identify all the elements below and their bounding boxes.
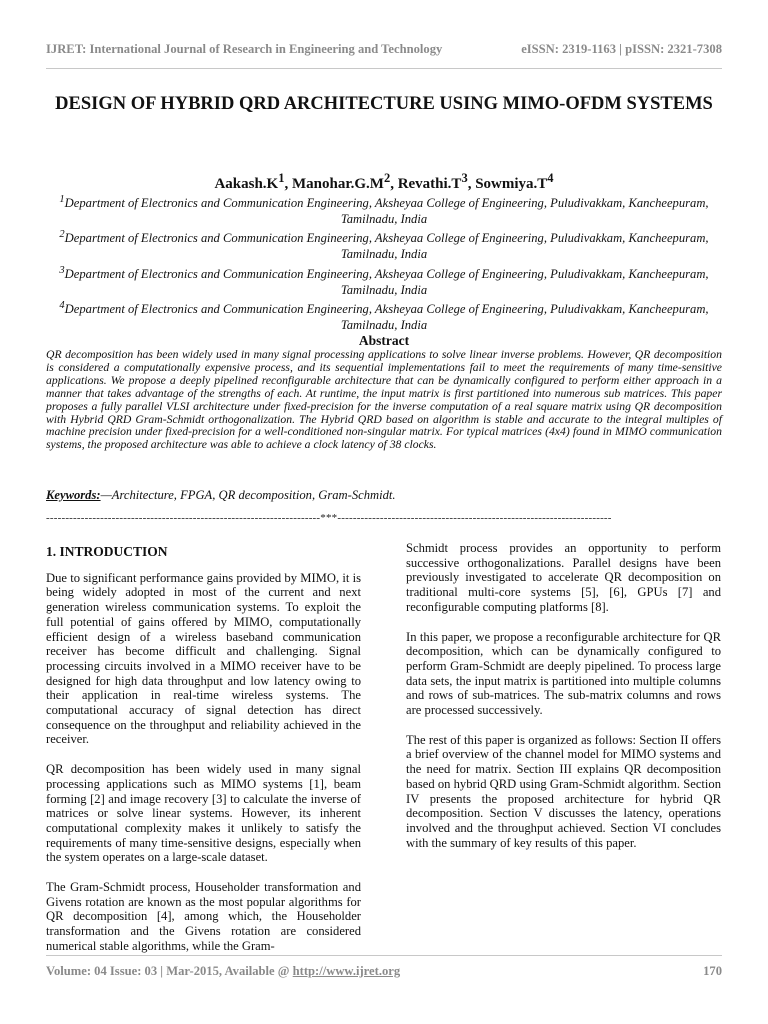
journal-name: IJRET: International Journal of Research in Engineering and Technology (46, 42, 443, 56)
author-sup: 4 (547, 171, 554, 185)
footer-volume-text: Volume: 04 Issue: 03 | Mar-2015, Available @ (46, 964, 293, 978)
affiliation-sup: 2 (59, 229, 65, 241)
affiliation-sup: 1 (59, 194, 65, 205)
affiliation (46, 263, 722, 298)
abstract-text: QR decomposition has been widely used in many signal processing applications to solve linear inverse problems. However, QR decomposition is considered a computationally expensive process, and its sequential implementations fail to meet the requirements of many time-sensitive applications. We propose a deeply pipelined reconfigurable architecture that can be dynamically configured to perform either approach in a manner that takes advantage of the strengths of each. At runtime, the input matrix is first partitioned into numerous sub matrices. This paper proposes a fully parallel VLSI architecture under fixed-precision for the inverse computation of a real square matrix using QR decomposition with Hybrid QRD Gram-Schmidt orthogonalization. The Hybrid QRD based on algorithm is stable and accurate to the integral multiples of machine precision under fixed-precision for a well-conditioned non-singular matrix. For typical matrices (4x4) found in MIMO communication systems, the proposed architecture was able to achieve a clock latency of 38 clocks. (46, 348, 722, 452)
author-sup: 1 (278, 171, 285, 185)
body-paragraph: In this paper, we propose a reconfigurable architecture for QR decomposition, which can be dynamically configured to perform Gram-Schmidt are deeply pipelined. To process large data sets, the input matrix is partitioned into multiple columns and rows of sub-matrices. The sub-matrix columns and rows are processed successively. (406, 629, 721, 718)
footer-volume (46, 964, 400, 979)
affiliation-text: Department of Electronics and Communication Engineering, Aksheyaa College of Engineering, Puludivakkam, Kancheepuram, Tamilnadu, India (64, 231, 709, 262)
body-paragraph: Schmidt process provides an opportunity to perform successive orthogonalizations. Parallel designs have been previously investigated to accelerate QR decomposition on traditional multi-core systems [5], [6], GPUs [7] and reconfigurable computing platforms [8]. (406, 541, 721, 614)
author-sup: 2 (383, 171, 391, 185)
affiliation (46, 298, 722, 333)
affiliation (46, 192, 722, 227)
keywords-label: Keywords: (46, 488, 101, 502)
body-paragraph: The rest of this paper is organized as follows: Section II offers a brief overview of the channel model for MIMO systems and the need for matrix. Section III explains QR decomposition based on hybrid QRD using Gram-Schmidt algorithm. Section IV presents the proposed architecture for hybrid QR decomposition. Section V discusses the latency, operations involved and the throughput achieved. Section VI concludes with the summary of key results of this paper. (406, 732, 721, 850)
abstract-heading: Abstract (358, 333, 410, 348)
journal-link[interactable]: http://www.ijret.org (292, 964, 401, 978)
author-name: Revathi.T (397, 176, 462, 192)
keywords (46, 488, 722, 503)
affiliation-text: Department of Electronics and Communication Engineering, Aksheyaa College of Engineering, Puludivakkam, Kancheepuram, Tamilnadu, India (64, 266, 709, 297)
affiliation-sup: 4 (59, 300, 65, 312)
author-name: Aakash.K (214, 176, 279, 192)
affiliation-list (46, 192, 722, 334)
section-separator: -----------------------------------------------------------------------***----------------------------------------------------------------------- (46, 512, 612, 524)
body-paragraph: The Gram-Schmidt process, Householder transformation and Givens rotation are known as the most popular algorithms for QR decomposition [4], among which, the Householder transformation and the Givens rotation are considered numerical stable algorithms, while the Gram- (46, 880, 361, 953)
right-column (406, 541, 721, 865)
paper-title: DESIGN OF HYBRID QRD ARCHITECTURE USING MIMO-OFDM SYSTEMS (55, 94, 713, 114)
issn: eISSN: 2319-1163 | pISSN: 2321-7308 (521, 42, 722, 56)
header-rule (46, 68, 722, 69)
affiliation (46, 227, 722, 262)
author-list: $Aakash.K^1$, $Manohar.G.M^2$, $Revathi.T^3$, $Sowmiya.T^4$ (214, 171, 554, 192)
affiliation-text: Department of Electronics and Communication Engineering, Aksheyaa College of Engineering, Puludivakkam, Kancheepuram, Tamilnadu, India (64, 196, 709, 226)
running-header (46, 42, 722, 60)
footer-rule (46, 955, 722, 956)
page-number: 170 (703, 964, 722, 978)
author-sup: 3 (461, 171, 468, 185)
body-paragraph: QR decomposition has been widely used in many signal processing applications such as MIMO systems [1], beam forming [2] and image recovery [3] to calculate the inverse of matrices or solve linear systems. However, its inherent computational complexity makes it unlikely to satisfy the requirements of many time-sensitive designs, especially when the system operates on a large-scale dataset. (46, 762, 361, 865)
keywords-text: —Architecture, FPGA, QR decomposition, Gram-Schmidt. (100, 488, 396, 502)
author-name: Manohar.G.M (291, 176, 384, 192)
left-column (46, 541, 361, 969)
author-name: Sowmiya.T (475, 176, 548, 192)
body-paragraph: Due to significant performance gains provided by MIMO, it is being widely adopted in most of the current and next generation wireless communication systems. To exploit the full potential of gains offered by MIMO, computationally efficient design of a wireless baseband communication receiver has become difficult and challenging. Signal processing circuits involved in a MIMO receiver have to be designed for high data throughput and low latency owing to their application in real-time wireless systems. The computational accuracy of signal detection has direct consequence on the throughput and reliability achieved in the receiver. (46, 570, 361, 747)
affiliation-sup: 3 (59, 264, 65, 276)
affiliation-text: Department of Electronics and Communication Engineering, Aksheyaa College of Engineering, Puludivakkam, Kancheepuram, Tamilnadu, India (64, 302, 709, 332)
page-footer (46, 964, 722, 982)
section-heading-introduction: 1. INTRODUCTION (46, 544, 168, 559)
